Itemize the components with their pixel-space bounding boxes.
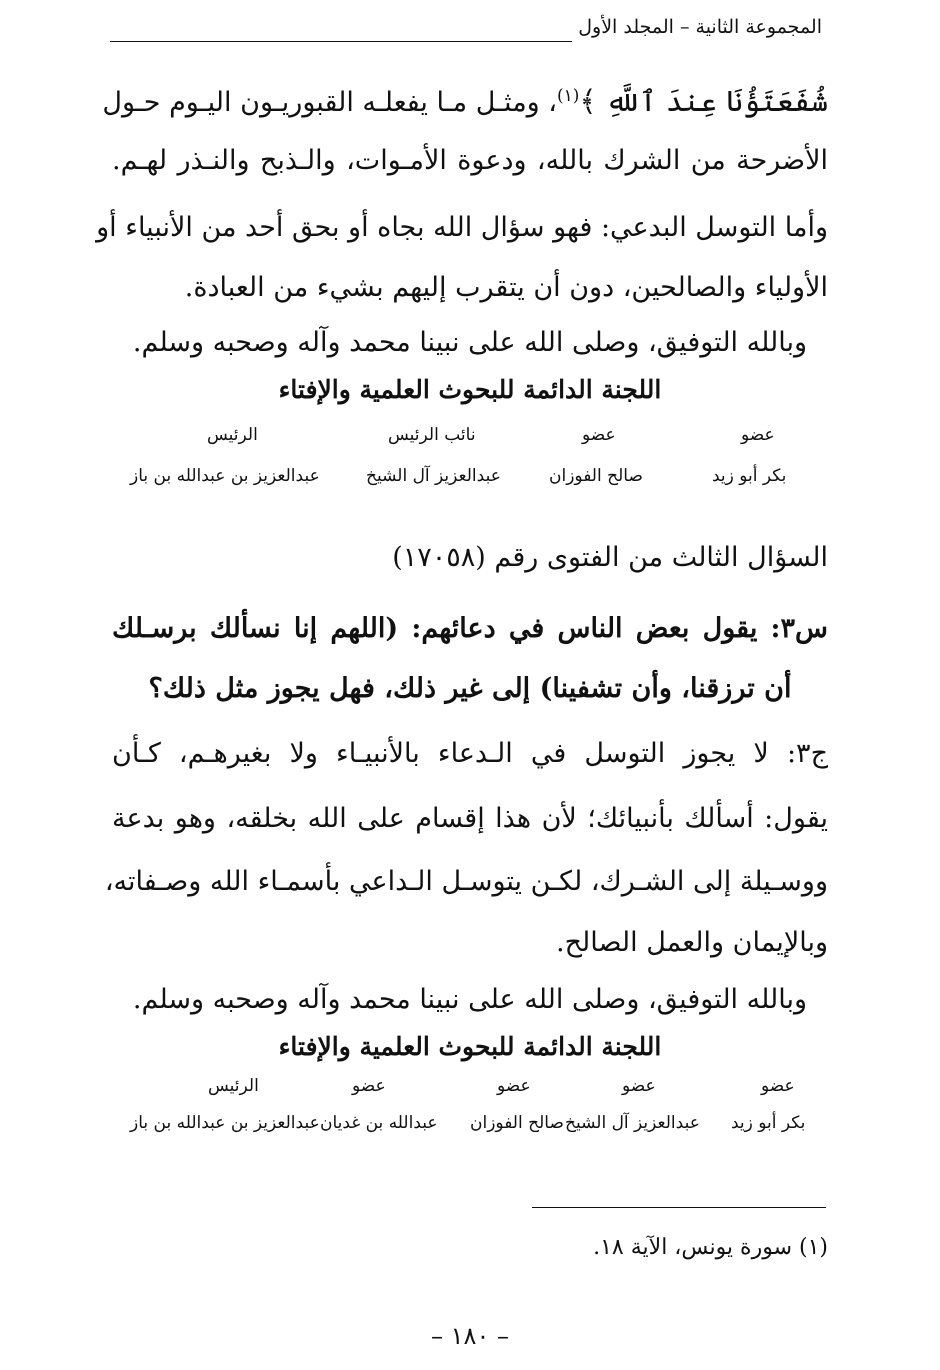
signatory-name: عبدالعزيز بن عبدالله بن باز bbox=[130, 466, 320, 486]
footnote-reference: (١) bbox=[557, 86, 580, 106]
paragraph-line: وأما التوسل البدعي: فهو سؤال الله بجاه أو بحق أحد من الأنبياء أو bbox=[96, 212, 828, 243]
committee-name: اللجنة الدائمة للبحوث العلمية والإفتاء bbox=[278, 375, 662, 404]
signatory-name: عبدالله بن غديان bbox=[320, 1113, 438, 1133]
signatory-name: صالح الفوزان bbox=[470, 1113, 564, 1133]
header-rule bbox=[110, 41, 572, 42]
signature-title: الرئيس bbox=[207, 425, 258, 445]
running-header: المجموعة الثانية – المجلد الأول bbox=[578, 16, 822, 38]
signatory-name: بكر أبو زيد bbox=[712, 466, 787, 486]
question-line: س٣: يقول بعض الناس في دعائهم: (اللهم إنا نسألك برسـلك bbox=[112, 613, 828, 644]
signature-title: عضو bbox=[741, 425, 775, 445]
signatory-name: عبدالعزيز بن عبدالله بن باز bbox=[130, 1113, 320, 1133]
page-number: – ١٨٠ – bbox=[431, 1322, 509, 1350]
footnote-rule bbox=[532, 1207, 826, 1208]
answer-line: ووسـيلة إلى الشـرك، لكـن يتوسـل الـداعي بأسمـاء الله وصـفاته، bbox=[104, 866, 828, 897]
closing-formula: وبالله التوفيق، وصلى الله على نبينا محمد وآله وصحبه وسلم. bbox=[132, 984, 808, 1015]
signatory-name: بكر أبو زيد bbox=[731, 1113, 806, 1133]
answer-line: وبالإيمان والعمل الصالح. bbox=[556, 927, 828, 958]
signature-title: عضو bbox=[352, 1076, 386, 1096]
signatory-name: صالح الفوزان bbox=[549, 466, 643, 486]
committee-name: اللجنة الدائمة للبحوث العلمية والإفتاء bbox=[278, 1032, 662, 1061]
signature-title: عضو bbox=[761, 1076, 795, 1096]
signature-title: عضو bbox=[582, 425, 616, 445]
signatory-name: عبدالعزيز آل الشيخ bbox=[565, 1113, 700, 1133]
paragraph-line bbox=[102, 79, 828, 120]
signature-title: الرئيس bbox=[208, 1076, 259, 1096]
paragraph-line: الأضرحة من الشرك بالله، ودعوة الأمـوات، والـذبح والنـذر لهـم. bbox=[112, 145, 828, 176]
signature-title: عضو bbox=[622, 1076, 656, 1096]
closing-formula: وبالله التوفيق، وصلى الله على نبينا محمد وآله وصحبه وسلم. bbox=[132, 327, 808, 358]
fatwa-question-heading: السؤال الثالث من الفتوى رقم (١٧٠٥٨) bbox=[392, 542, 828, 573]
question-line: أن ترزقنا، وأن تشفينا) إلى غير ذلك، فهل يجوز مثل ذلك؟ bbox=[148, 673, 792, 704]
paragraph-text: ، ومثـل مـا يفعلـه القبوريـون اليـوم حـول bbox=[102, 87, 558, 118]
signature-title: عضو bbox=[497, 1076, 531, 1096]
answer-line: يقول: أسألك بأنبيائك؛ لأن هذا إقسام على الله بخلقه، وهو بدعة bbox=[112, 803, 828, 834]
paragraph-line: الأولياء والصالحين، دون أن يتقرب إليهم بشيء من العبادة. bbox=[184, 272, 828, 303]
signatory-name: عبدالعزيز آل الشيخ bbox=[366, 466, 501, 486]
answer-line: ج٣: لا يجوز التوسل في الـدعاء بالأنبيـاء ولا بغيرهـم، كـأن bbox=[112, 738, 828, 769]
signature-title: نائب الرئيس bbox=[388, 425, 476, 445]
quran-quote: شُفَعَتَؤُنَا عِندَ ٱللَّهِ ﴾ bbox=[579, 84, 828, 118]
footnote: (١) سورة يونس، الآية ١٨. bbox=[593, 1235, 828, 1260]
